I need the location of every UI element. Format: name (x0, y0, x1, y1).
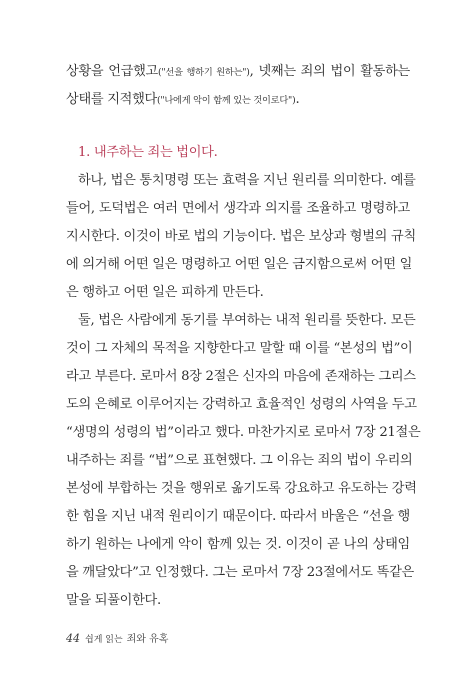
section-heading: 1. 내주하는 죄는 법이다. (78, 145, 218, 160)
body-line: 것이 그 자체의 목적을 지향한다고 말할 때 이를 “본성의 법”이 (66, 341, 413, 356)
intro-line-1 (66, 62, 410, 83)
body-line: 한 힘을 지닌 내적 원리이기 때문이다. 따라서 바울은 “선을 행 (66, 509, 410, 524)
body-line: “생명의 성령의 법”이라고 했다. 마찬가지로 로마서 7장 21절은 (66, 425, 421, 440)
body-line: 둘, 법은 사람에게 동기를 부여하는 내적 원리를 뜻한다. 모든 (78, 313, 416, 328)
intro-line-2-text-a: 상태를 지적했다 (66, 92, 157, 107)
body-line: 내주하는 죄를 “법”으로 표현했다. 그 이유는 죄의 법이 우리의 (66, 453, 413, 468)
intro-line-1-quote: ("선을 행하기 원하는") (157, 67, 250, 78)
intro-line-2 (66, 90, 410, 111)
intro-line-2-text-b: . (295, 92, 300, 107)
page-number: 44 (66, 632, 80, 645)
body-line: 말을 되풀이한다. (66, 593, 161, 608)
intro-line-1-text-a: 상황을 언급했고 (66, 64, 158, 79)
intro-line-2-quote: ("나에게 악이 함께 있는 것이로다") (156, 95, 296, 106)
body-line: 에 의거해 어떤 일은 명령하고 어떤 일은 금지함으로써 어떤 일 (66, 257, 413, 272)
book-title: 죄와 유혹 (126, 634, 169, 645)
body-line: 들어, 도덕법은 여러 면에서 생각과 의지를 조율하고 명령하고 (66, 201, 410, 216)
body-line: 하기 원하는 나에게 악이 함께 있는 것. 이것이 곧 나의 상태임 (66, 537, 410, 552)
body-line: 하나, 법은 통치명령 또는 효력을 지닌 원리를 의미한다. 예를 (78, 173, 416, 188)
body-line: 은 행하고 어떤 일은 피하게 만든다. (66, 285, 264, 300)
book-title-prefix: 쉽게 읽는 (85, 635, 123, 645)
body-line: 본성에 부합하는 것을 행위로 옮기도록 강요하고 유도하는 강력 (66, 481, 417, 496)
body-line: 을 깨달았다”고 인정했다. 그는 로마서 7장 23절에서도 똑같은 (66, 565, 414, 580)
page-footer (66, 632, 168, 647)
body-line: 지시한다. 이것이 바로 법의 기능이다. 법은 보상과 형벌의 규칙 (66, 229, 416, 244)
intro-line-1-text-b: , 넷째는 죄의 법이 활동하는 (249, 64, 410, 79)
body-line: 라고 부른다. 로마서 8장 2절은 신자의 마음에 존재하는 그리스 (66, 369, 416, 384)
body-line: 도의 은혜로 이루어지는 강력하고 효율적인 성령의 사역을 두고 (66, 397, 417, 412)
